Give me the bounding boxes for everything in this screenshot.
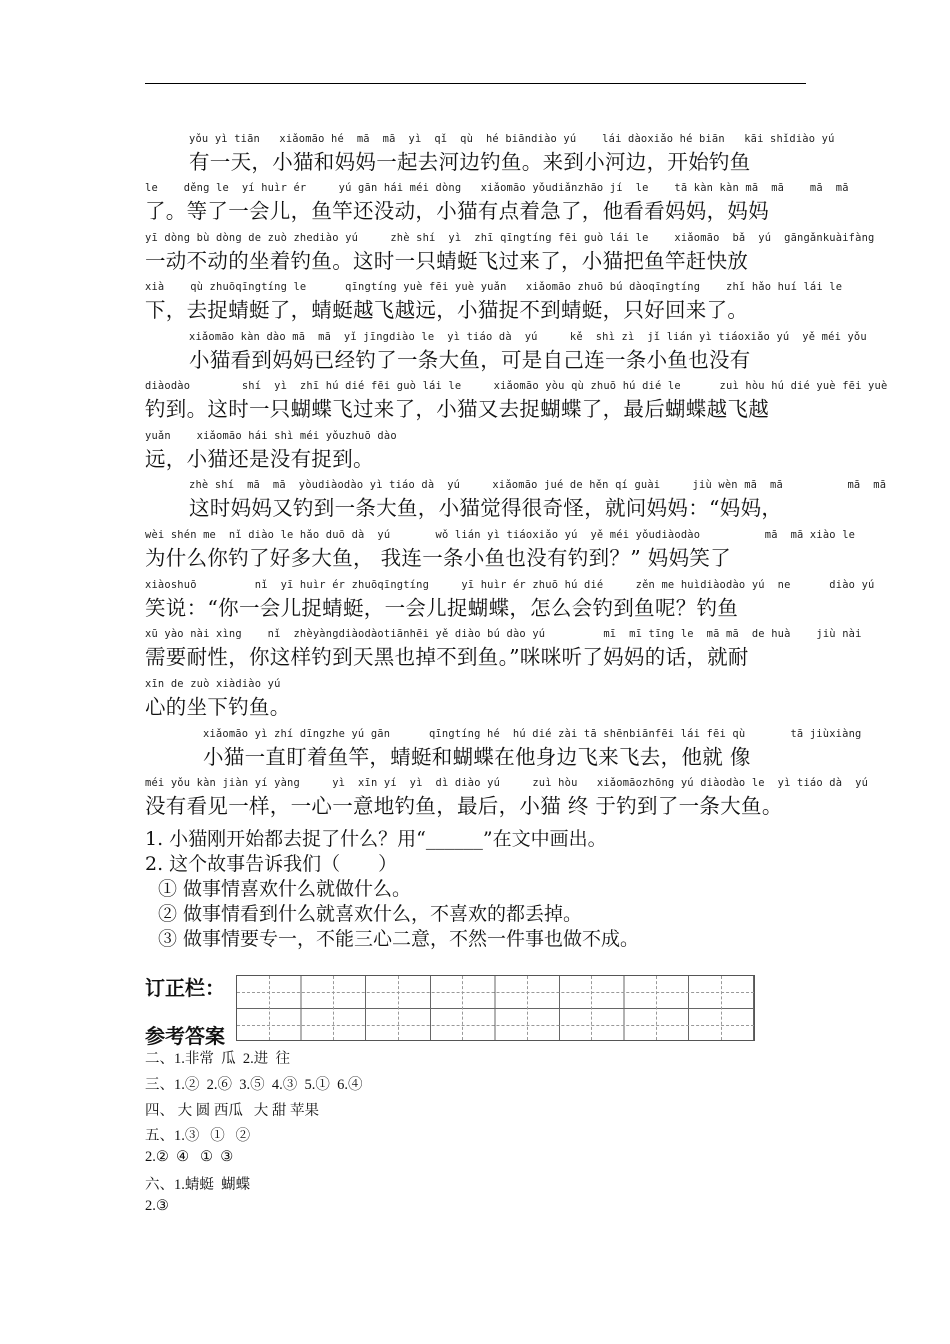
answer-line: 三、1.② 2.⑥ 3.⑤ 4.③ 5.① 6.④ xyxy=(145,1077,363,1093)
pinyin-annotation: xū yào nài xìng nǐ zhèyàngdiàodàotiānhēi yě diào bú dào yú mī mī tīng le mā mā de huà jiù nài xyxy=(145,628,862,640)
pinyin-annotation: xiǎomāo kàn dào mā mā yǐ jīngdiào le yì tiáo dà yú kě shì zì jǐ lián yì tiáoxiǎo yú yě méi yǒu xyxy=(189,331,867,343)
passage-text: 心的坐下钓鱼。 xyxy=(145,695,291,719)
answer-option-2[interactable]: ② 做事情看到什么就喜欢什么，不喜欢的都丢掉。 xyxy=(158,903,583,925)
answer-option-1[interactable]: ① 做事情喜欢什么就做什么。 xyxy=(158,878,412,900)
passage-text: 笑说：“你一会儿捉蜻蜓，一会儿捉蝴蝶，怎么会钓到鱼呢？钓鱼 xyxy=(145,596,739,620)
passage-text: 这时妈妈又钓到一条大鱼，小猫觉得很奇怪，就问妈妈：“妈妈， xyxy=(189,496,783,520)
pinyin-annotation: xiǎomāo yì zhí dīngzhe yú gān qīngtíng hé hú dié zài tā shēnbiānfēi lái fēi qù tā jiùxiàng xyxy=(203,728,862,740)
passage-text: 有一天，小猫和妈妈一起去河边钓鱼。来到小河边，开始钓鱼 xyxy=(189,150,751,174)
correction-writing-grid[interactable] xyxy=(236,975,755,1041)
pinyin-annotation: xiàoshuō nǐ yī huìr ér zhuōqīngtíng yī huìr ér zhuō hú dié zěn me huìdiàodào yú ne diào yú xyxy=(145,579,875,591)
answer-line: 五、1.③ ① ② xyxy=(145,1128,251,1144)
answer-line: 二、1.非常 瓜 2.进 往 xyxy=(145,1051,290,1067)
pinyin-annotation: méi yǒu kàn jiàn yí yàng yì xīn yí yì dì diào yú zuì hòu xiǎomāozhōng yú diàodào le yì tiáo dà yú xyxy=(145,777,869,789)
pinyin-annotation: xīn de zuò xiàdiào yú xyxy=(145,678,281,690)
pinyin-annotation: zhè shí mā mā yòudiàodào yì tiáo dà yú xiǎomāo jué de hěn qí guài jiù wèn mā mā mā mā xyxy=(189,479,887,491)
passage-text: 为什么你钓了好多大鱼， 我连一条小鱼也没有钓到？” 妈妈笑了 xyxy=(145,546,732,570)
passage-text: 小猫看到妈妈已经钓了一条大鱼，可是自己连一条小鱼也没有 xyxy=(189,348,751,372)
passage-text: 钓到。这时一只蝴蝶飞过来了，小猫又去捉蝴蝶了，最后蝴蝶越飞越 xyxy=(145,397,769,421)
pinyin-annotation: yuǎn xiǎomāo hái shì méi yǒuzhuō dào xyxy=(145,430,397,442)
passage-text: 一动不动的坐着钓鱼。这时一只蜻蜓飞过来了，小猫把鱼竿赶快放 xyxy=(145,249,749,273)
answer-line: 2.③ xyxy=(145,1198,169,1214)
correction-label: 订正栏： xyxy=(145,976,225,1000)
answer-line: 2.② ④ ① ③ xyxy=(145,1149,234,1165)
pinyin-annotation: le děng le yí huìr ér yú gān hái méi dòng xiǎomāo yǒudiǎnzhāo jí le tā kàn kàn mā mā mā mā xyxy=(145,182,849,194)
header-rule xyxy=(145,83,806,84)
pinyin-annotation: yī dòng bù dòng de zuò zhediào yú zhè shí yì zhī qīngtíng fēi guò lái le xiǎomāo bǎ yú gāngǎnkuàifàng xyxy=(145,232,875,244)
pinyin-annotation: yǒu yì tiān xiǎomāo hé mā mā yì qǐ qù hé biāndiào yú lái dàoxiǎo hé biān kāi shǐdiào yú xyxy=(189,133,835,145)
pinyin-annotation: diàodào shí yì zhī hú dié fēi guò lái le xiǎomāo yòu qù zhuō hú dié le zuì hòu hú dié yuè fēi yuè xyxy=(145,380,888,392)
passage-text: 下，去捉蜻蜓了，蜻蜓越飞越远，小猫捉不到蜻蜓，只好回来了。 xyxy=(145,298,749,322)
pinyin-annotation: wèi shén me nǐ diào le hǎo duō dà yú wǒ lián yì tiáoxiǎo yú yě méi yǒudiàodào mā mā xiào le xyxy=(145,529,856,541)
passage-text: 远，小猫还是没有捉到。 xyxy=(145,447,374,471)
passage-text: 需要耐性，你这样钓到天黑也掉不到鱼。”咪咪听了妈妈的话，就耐 xyxy=(145,645,749,669)
answers-heading: 参考答案 xyxy=(145,1024,225,1048)
passage-text: 没有看见一样，一心一意地钓鱼，最后，小猫 终 于钓到了一条大鱼。 xyxy=(145,794,783,818)
question-2: 2. 这个故事告诉我们（ ） xyxy=(145,853,398,875)
passage-text: 小猫一直盯着鱼竿，蜻蜓和蝴蝶在他身边飞来飞去，他就 像 xyxy=(203,745,751,769)
passage-text: 了。等了一会儿，鱼竿还没动，小猫有点着急了，他看看妈妈，妈妈 xyxy=(145,199,769,223)
pinyin-annotation: xià qù zhuōqīngtíng le qīngtíng yuè fēi yuè yuǎn xiǎomāo zhuō bú dàoqīngtíng zhǐ hǎo huí lái le xyxy=(145,281,843,293)
question-1: 1. 小猫刚开始都去捉了什么？用“______”在文中画出。 xyxy=(145,828,607,850)
answer-line: 四、 大 圆 西瓜 大 甜 苹果 xyxy=(145,1103,319,1119)
answer-line: 六、1.蜻蜓 蝴蝶 xyxy=(145,1177,251,1193)
answer-option-3[interactable]: ③ 做事情要专一，不能三心二意，不然一件事也做不成。 xyxy=(158,928,640,950)
